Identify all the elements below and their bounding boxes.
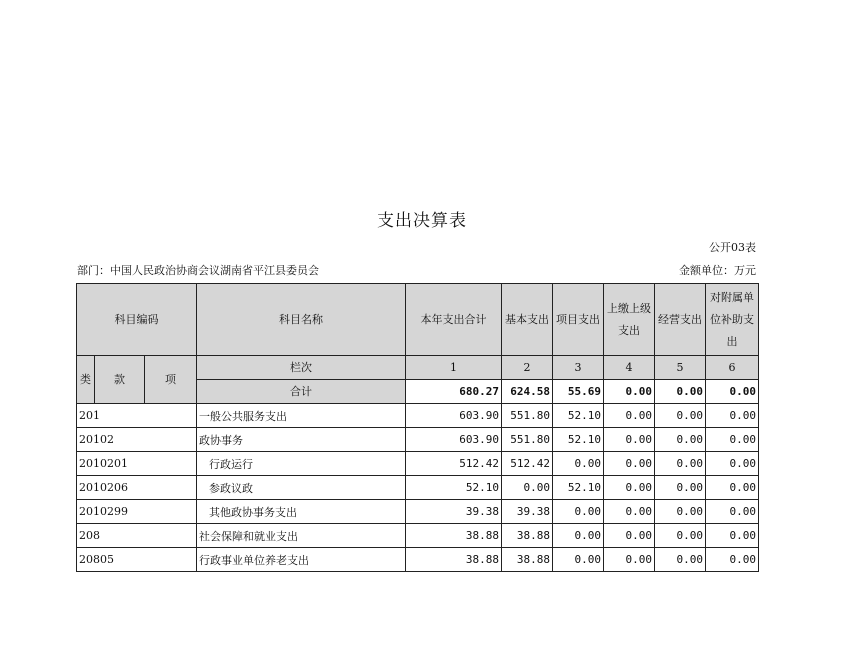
total-subsidy: 0.00 (706, 380, 759, 404)
department-label: 部门：中国人民政治协商会议湖南省平江县委员会 (77, 264, 319, 277)
header-basic: 基本支出 (502, 284, 553, 356)
row-subsidy: 0.00 (706, 524, 759, 548)
row-total: 39.38 (406, 500, 502, 524)
row-basic: 551.80 (502, 404, 553, 428)
row-name: 社会保障和就业支出 (197, 524, 406, 548)
row-subsidy: 0.00 (706, 476, 759, 500)
total-label: 合计 (197, 380, 406, 404)
row-code: 2010201 (77, 452, 197, 476)
row-total: 512.42 (406, 452, 502, 476)
row-operating: 0.00 (655, 404, 706, 428)
row-basic: 39.38 (502, 500, 553, 524)
row-operating: 0.00 (655, 476, 706, 500)
row-code: 2010206 (77, 476, 197, 500)
header-operating: 经营支出 (655, 284, 706, 356)
row-code: 201 (77, 404, 197, 428)
row-subsidy: 0.00 (706, 500, 759, 524)
row-name: 行政事业单位养老支出 (197, 548, 406, 572)
header-section: 款 (95, 356, 145, 404)
row-total: 52.10 (406, 476, 502, 500)
row-operating: 0.00 (655, 548, 706, 572)
header-item: 项 (145, 356, 197, 404)
row-total: 38.88 (406, 524, 502, 548)
column-no-3: 3 (553, 356, 604, 380)
row-code: 208 (77, 524, 197, 548)
row-upper: 0.00 (604, 524, 655, 548)
header-name: 科目名称 (197, 284, 406, 356)
column-no-2: 2 (502, 356, 553, 380)
row-project: 0.00 (553, 524, 604, 548)
row-subsidy: 0.00 (706, 404, 759, 428)
header-column-no: 栏次 (197, 356, 406, 380)
row-upper: 0.00 (604, 500, 655, 524)
expenditure-table (76, 283, 759, 572)
row-total: 603.90 (406, 404, 502, 428)
row-project: 52.10 (553, 428, 604, 452)
header-project: 项目支出 (553, 284, 604, 356)
total-total: 680.27 (406, 380, 502, 404)
table-row (77, 428, 759, 452)
row-upper: 0.00 (604, 548, 655, 572)
row-upper: 0.00 (604, 452, 655, 476)
row-total: 38.88 (406, 548, 502, 572)
header-row (77, 284, 759, 356)
row-project: 0.00 (553, 500, 604, 524)
column-number-row (77, 356, 759, 380)
total-project: 55.69 (553, 380, 604, 404)
row-project: 52.10 (553, 476, 604, 500)
row-code: 20102 (77, 428, 197, 452)
row-project: 0.00 (553, 452, 604, 476)
row-subsidy: 0.00 (706, 428, 759, 452)
row-total: 603.90 (406, 428, 502, 452)
column-no-4: 4 (604, 356, 655, 380)
row-basic: 551.80 (502, 428, 553, 452)
row-basic: 38.88 (502, 524, 553, 548)
amount-unit-label: 金额单位：万元 (679, 264, 756, 277)
table-row (77, 452, 759, 476)
row-name: 其他政协事务支出 (197, 500, 406, 524)
table-row (77, 476, 759, 500)
row-subsidy: 0.00 (706, 452, 759, 476)
row-operating: 0.00 (655, 452, 706, 476)
row-basic: 0.00 (502, 476, 553, 500)
header-code: 科目编码 (77, 284, 197, 356)
row-name: 政协事务 (197, 428, 406, 452)
total-operating: 0.00 (655, 380, 706, 404)
column-no-5: 5 (655, 356, 706, 380)
table-row (77, 404, 759, 428)
row-name: 一般公共服务支出 (197, 404, 406, 428)
row-operating: 0.00 (655, 524, 706, 548)
page-title: 支出决算表 (377, 211, 467, 231)
table-row (77, 500, 759, 524)
total-basic: 624.58 (502, 380, 553, 404)
header-subsidy: 对附属单位补助支出 (706, 284, 759, 356)
row-operating: 0.00 (655, 500, 706, 524)
row-project: 0.00 (553, 548, 604, 572)
row-upper: 0.00 (604, 404, 655, 428)
table-row (77, 548, 759, 572)
column-no-6: 6 (706, 356, 759, 380)
row-code: 20805 (77, 548, 197, 572)
row-operating: 0.00 (655, 428, 706, 452)
column-no-1: 1 (406, 356, 502, 380)
row-basic: 512.42 (502, 452, 553, 476)
row-project: 52.10 (553, 404, 604, 428)
form-number: 公开03表 (709, 241, 756, 254)
table-row (77, 524, 759, 548)
row-upper: 0.00 (604, 476, 655, 500)
row-basic: 38.88 (502, 548, 553, 572)
row-name: 参政议政 (197, 476, 406, 500)
header-class: 类 (77, 356, 95, 404)
row-subsidy: 0.00 (706, 548, 759, 572)
header-total: 本年支出合计 (406, 284, 502, 356)
total-upper: 0.00 (604, 380, 655, 404)
row-name: 行政运行 (197, 452, 406, 476)
row-code: 2010299 (77, 500, 197, 524)
header-upper: 上缴上级支出 (604, 284, 655, 356)
row-upper: 0.00 (604, 428, 655, 452)
